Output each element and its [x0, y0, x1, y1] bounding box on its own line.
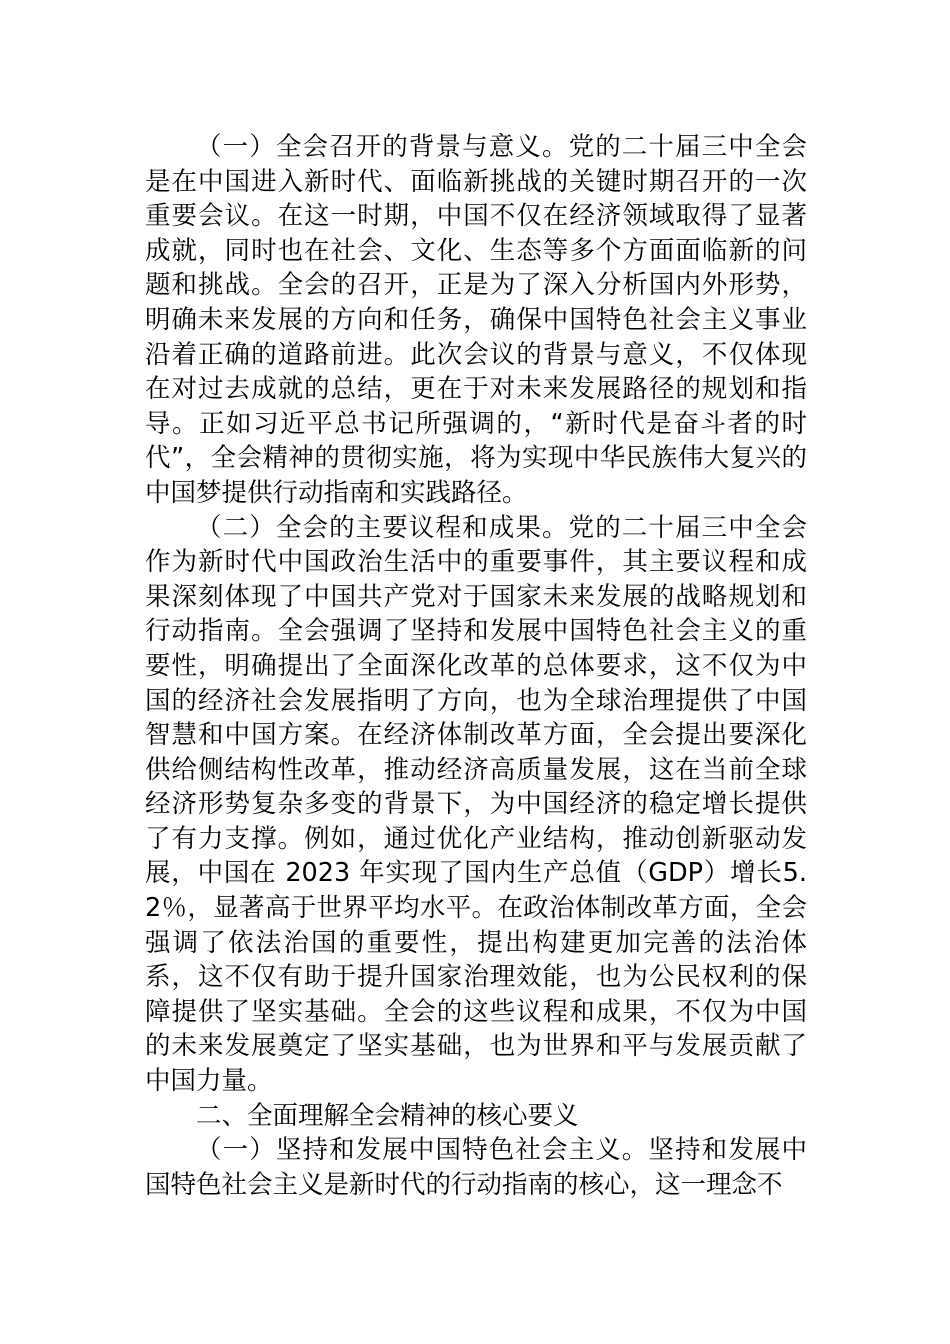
document-page: [145, 130, 807, 1202]
paragraph-agenda-outcomes: （二）全会的主要议程和成果。党的二十届三中全会作为新时代中国政治生活中的重要事件，其主要议程和成果深刻体现了中国共产党对于国家未来发展的战略规划和行动指南。全会强调了坚持和发展中国特色社会主义的重要性，明确提出了全面深化改革的总体要求，这不仅为中国的经济社会发展指明了方向，也为全球治理提供了中国智慧和中国方案。在经济体制改革方面，全会提出要深化供给侧结构性改革，推动经济高质量发展，这在当前全球经济形势复杂多变的背景下，为中国经济的稳定增长提供了有力支撑。例如，通过优化产业结构，推动创新驱动发展，中国在 2023 年实现了国内生产总值（GDP）增长5.2％，显著高于世界平均水平。在政治体制改革方面，全会强调了依法治国的重要性，提出构建更加完善的法治体系，这不仅有助于提升国家治理效能，也为公民权利的保障提供了坚实基础。全会的这些议程和成果，不仅为中国的未来发展奠定了坚实基础，也为世界和平与发展贡献了中国力量。: [145, 512, 807, 1097]
paragraph-background-significance: （一）全会召开的背景与意义。党的二十届三中全会是在中国进入新时代、面临新挑战的关键时期召开的一次重要会议。在这一时期，中国不仅在经济领域取得了显著成就，同时也在社会、文化、生态等多个方面面临新的问题和挑战。全会的召开，正是为了深入分析国内外形势，明确未来发展的方向和任务，确保中国特色社会主义事业沿着正确的道路前进。此次会议的背景与意义，不仅体现在对过去成就的总结，更在于对未来发展路径的规划和指导。正如习近平总书记所强调的，“新时代是奋斗者的时代”，全会精神的贯彻实施，将为实现中华民族伟大复兴的中国梦提供行动指南和实践路径。: [145, 132, 807, 508]
section-heading: 二、全面理解全会精神的核心要义: [196, 1100, 579, 1131]
paragraph-socialism-core: （一）坚持和发展中国特色社会主义。坚持和发展中国特色社会主义是新时代的行动指南的核心，这一理念不: [145, 1135, 807, 1200]
